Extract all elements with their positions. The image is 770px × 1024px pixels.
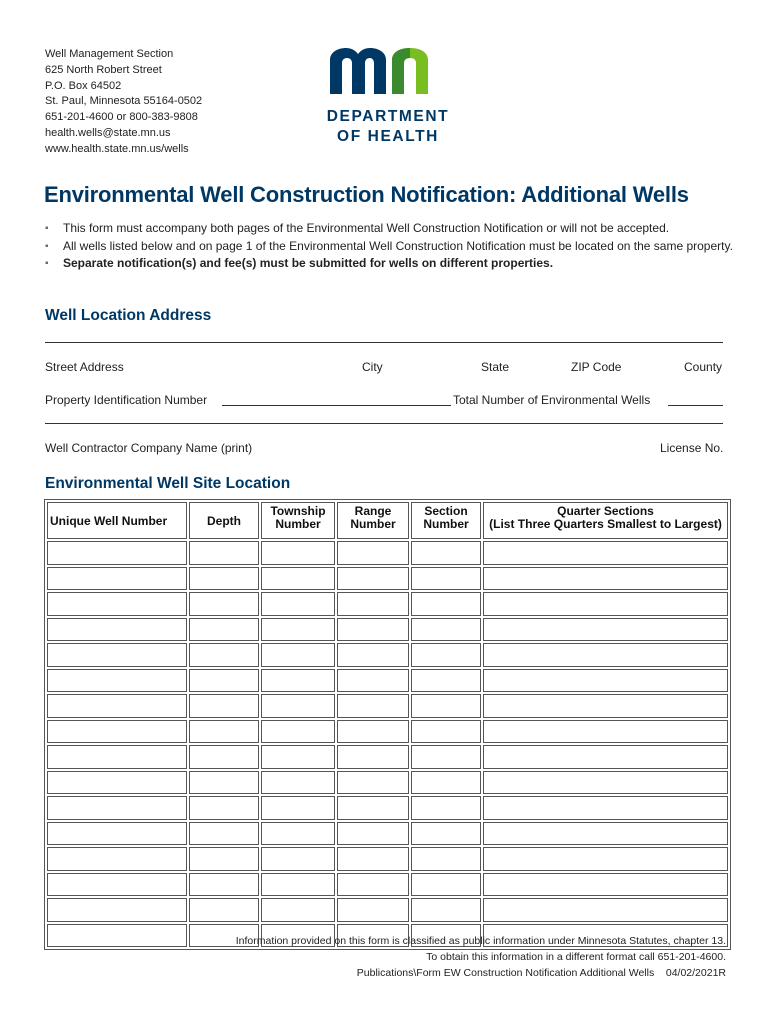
table-cell-input[interactable] (411, 694, 481, 718)
table-cell-input[interactable] (261, 541, 335, 565)
table-cell-input[interactable] (189, 669, 259, 693)
table-row (47, 745, 728, 769)
table-row (47, 643, 728, 667)
address-line: 625 North Robert Street (45, 63, 162, 76)
table-cell-input[interactable] (47, 567, 187, 591)
table-cell-input[interactable] (483, 796, 728, 820)
column-header-quarter-sections: Quarter Sections (List Three Quarters Smallest to Largest) (483, 502, 728, 539)
table-cell-input[interactable] (47, 847, 187, 871)
table-row (47, 822, 728, 846)
table-cell-input[interactable] (337, 822, 409, 846)
email-line: health.wells@state.mn.us (45, 126, 171, 139)
table-cell-input[interactable] (411, 898, 481, 922)
well-site-table (44, 499, 731, 950)
table-cell-input[interactable] (337, 592, 409, 616)
table-cell-input[interactable] (483, 771, 728, 795)
table-cell-input[interactable] (411, 669, 481, 693)
column-header-range: Range Number (337, 502, 409, 539)
well-location-heading: Well Location Address (45, 307, 212, 324)
pin-label: Property Identification Number (45, 393, 208, 407)
phone-line: 651-201-4600 or 800-383-9808 (45, 111, 198, 124)
table-cell-input[interactable] (337, 898, 409, 922)
table-cell-input[interactable] (337, 567, 409, 591)
table-row (47, 669, 728, 693)
table-row (47, 618, 728, 642)
table-cell-input[interactable] (483, 541, 728, 565)
table-cell-input[interactable] (483, 643, 728, 667)
table-row (47, 592, 728, 616)
table-cell-input[interactable] (189, 822, 259, 846)
table-cell-input[interactable] (189, 873, 259, 897)
table-cell-input[interactable] (411, 822, 481, 846)
instruction-item: ▪ This form must accompany both pages of the Environmental Well Construction Notification or will not be accepted. (45, 220, 735, 238)
table-cell-input[interactable] (47, 643, 187, 667)
column-header-section: Section Number (411, 502, 481, 539)
city-label: City (362, 360, 383, 374)
table-cell-input[interactable] (337, 745, 409, 769)
state-label: State (481, 360, 510, 374)
table-cell-input[interactable] (411, 541, 481, 565)
zip-code-label: ZIP Code (571, 360, 622, 374)
table-row (47, 541, 728, 565)
address-line: Well Management Section (45, 48, 174, 60)
address-input-line[interactable] (45, 342, 723, 343)
column-header-unique-well-number: Unique Well Number (47, 502, 187, 539)
table-cell-input[interactable] (261, 618, 335, 642)
table-cell-input[interactable] (261, 745, 335, 769)
table-row (47, 873, 728, 897)
table-row (47, 720, 728, 744)
table-cell-input[interactable] (411, 745, 481, 769)
website-line: www.health.state.mn.us/wells (45, 142, 189, 155)
table-header-row (47, 502, 728, 539)
contractor-name-label: Well Contractor Company Name (print) (45, 441, 253, 455)
table-cell-input[interactable] (337, 847, 409, 871)
table-cell-input[interactable] (261, 669, 335, 693)
table-cell-input[interactable] (189, 771, 259, 795)
table-cell-input[interactable] (261, 720, 335, 744)
table-cell-input[interactable] (47, 822, 187, 846)
table-cell-input[interactable] (47, 694, 187, 718)
table-cell-input[interactable] (411, 847, 481, 871)
column-header-depth: Depth (189, 502, 259, 539)
table-row (47, 796, 728, 820)
table-row (47, 771, 728, 795)
table-cell-input[interactable] (189, 618, 259, 642)
table-cell-input[interactable] (337, 771, 409, 795)
instruction-item: ▪ All wells listed below and on page 1 of the Environmental Well Construction Notification must be located on the same property. (45, 238, 735, 256)
table-cell-input[interactable] (337, 694, 409, 718)
table-cell-input[interactable] (189, 592, 259, 616)
table-cell-input[interactable] (337, 541, 409, 565)
table-cell-input[interactable] (189, 898, 259, 922)
table-cell-input[interactable] (261, 873, 335, 897)
footer-publication-id: Publications\Form EW Construction Notification Additional Wells 04/02/2021R (356, 967, 726, 979)
column-header-township: Township Number (261, 502, 335, 539)
contractor-input-line[interactable] (45, 423, 723, 424)
table-cell-input[interactable] (411, 720, 481, 744)
table-cell-input[interactable] (47, 592, 187, 616)
table-cell-input[interactable] (483, 822, 728, 846)
table-cell-input[interactable] (261, 592, 335, 616)
table-row (47, 567, 728, 591)
table-cell-input[interactable] (261, 771, 335, 795)
table-cell-input[interactable] (337, 669, 409, 693)
table-cell-input[interactable] (189, 694, 259, 718)
table-cell-input[interactable] (483, 669, 728, 693)
table-cell-input[interactable] (483, 847, 728, 871)
table-cell-input[interactable] (411, 643, 481, 667)
total-wells-input-line[interactable] (668, 405, 723, 406)
table-row (47, 694, 728, 718)
table-row (47, 847, 728, 871)
table-cell-input[interactable] (261, 796, 335, 820)
table-cell-input[interactable] (483, 567, 728, 591)
table-cell-input[interactable] (189, 643, 259, 667)
table-cell-input[interactable] (47, 898, 187, 922)
table-cell-input[interactable] (261, 847, 335, 871)
table-cell-input[interactable] (337, 618, 409, 642)
table-cell-input[interactable] (411, 592, 481, 616)
table-cell-input[interactable] (47, 796, 187, 820)
table-cell-input[interactable] (337, 643, 409, 667)
footer-alt-format: To obtain this information in a different format call 651-201-4600. (426, 951, 726, 963)
table-cell-input[interactable] (411, 771, 481, 795)
table-cell-input[interactable] (47, 720, 187, 744)
table-cell-input[interactable] (189, 567, 259, 591)
table-cell-input[interactable] (483, 745, 728, 769)
table-cell-input[interactable] (47, 873, 187, 897)
table-cell-input[interactable] (337, 873, 409, 897)
table-cell-input[interactable] (261, 694, 335, 718)
department-of-health-wordmark: DEPARTMENT OF HEALTH (326, 108, 450, 145)
table-cell-input[interactable] (337, 796, 409, 820)
license-number-label: License No. (660, 441, 724, 455)
table-cell-input[interactable] (47, 745, 187, 769)
address-line: St. Paul, Minnesota 55164-0502 (45, 95, 203, 108)
table-cell-input[interactable] (47, 541, 187, 565)
table-cell-input[interactable] (411, 873, 481, 897)
table-cell-input[interactable] (483, 592, 728, 616)
table-cell-input[interactable] (189, 796, 259, 820)
pin-input-line[interactable] (222, 405, 451, 406)
table-cell-input[interactable] (483, 720, 728, 744)
county-label: County (684, 360, 723, 374)
table-cell-input[interactable] (483, 898, 728, 922)
table-cell-input[interactable] (189, 847, 259, 871)
table-cell-input[interactable] (483, 873, 728, 897)
table-cell-input[interactable] (483, 694, 728, 718)
table-row (47, 898, 728, 922)
site-location-heading: Environmental Well Site Location (45, 475, 291, 492)
table-cell-input[interactable] (47, 924, 187, 948)
total-wells-label: Total Number of Environmental Wells (453, 393, 651, 407)
table-cell-input[interactable] (411, 618, 481, 642)
table-cell-input[interactable] (189, 720, 259, 744)
table-cell-input[interactable] (261, 898, 335, 922)
street-address-label: Street Address (45, 360, 124, 374)
table-cell-input[interactable] (337, 720, 409, 744)
table-cell-input[interactable] (261, 822, 335, 846)
table-cell-input[interactable] (411, 796, 481, 820)
table-cell-input[interactable] (189, 745, 259, 769)
table-cell-input[interactable] (47, 618, 187, 642)
table-cell-input[interactable] (411, 567, 481, 591)
address-line: P.O. Box 64502 (45, 79, 122, 92)
form-title: Environmental Well Construction Notification: Additional Wells (44, 182, 689, 207)
table-cell-input[interactable] (189, 541, 259, 565)
agency-address (45, 47, 202, 158)
instructions-list (45, 220, 735, 273)
table-cell-input[interactable] (261, 643, 335, 667)
table-cell-input[interactable] (47, 771, 187, 795)
table-cell-input[interactable] (261, 567, 335, 591)
footer-public-info: Information provided on this form is classified as public information under Minnesota Statutes, chapter 13. (235, 935, 726, 947)
table-cell-input[interactable] (483, 618, 728, 642)
table-cell-input[interactable] (47, 669, 187, 693)
instruction-item: ▪ Separate notification(s) and fee(s) must be submitted for wells on different properties. (45, 255, 735, 273)
